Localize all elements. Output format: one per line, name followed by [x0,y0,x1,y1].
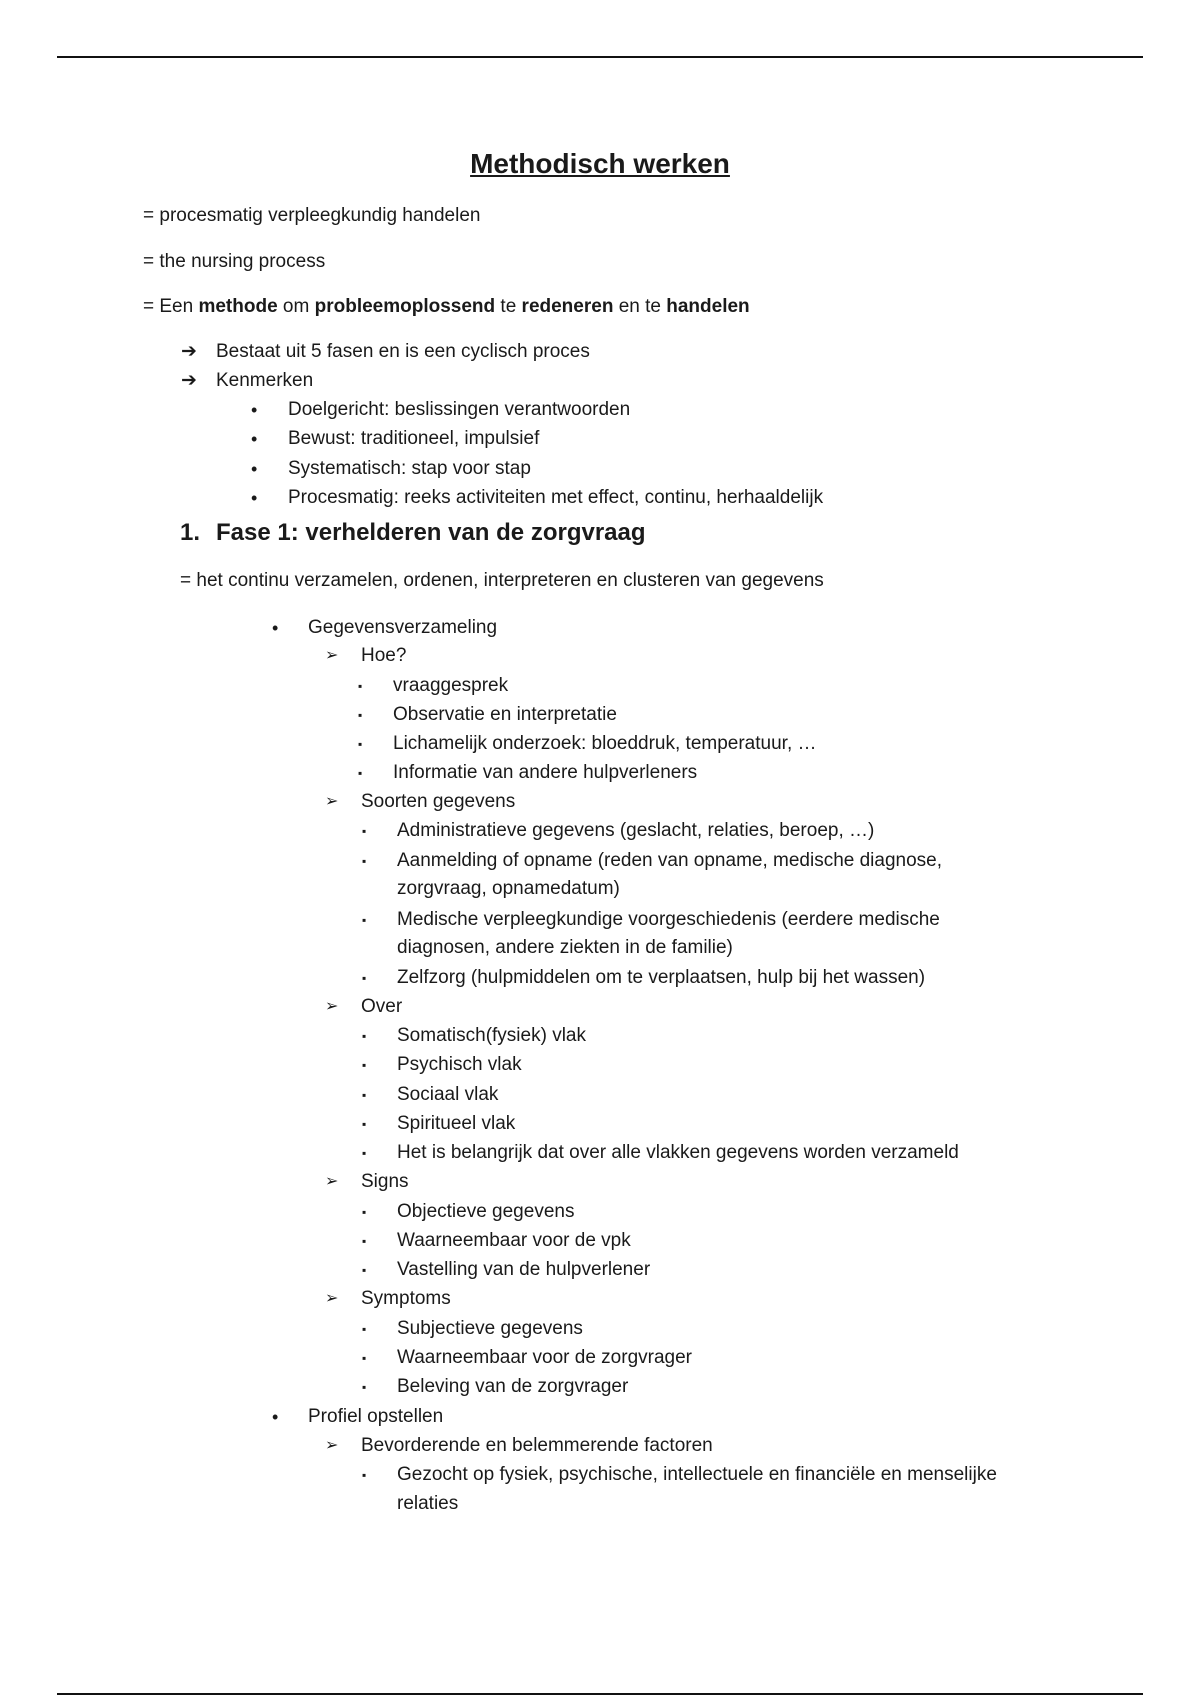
sub-sub-list-item: Aanmelding of opname (reden van opname, medische diagnose, [397,850,943,871]
bullet-icon: • [272,618,279,638]
sub-sub-list-item: Het is belangrijk dat over alle vlakken gegevens worden verzameld [397,1142,959,1163]
chevron-bullet-icon: ➢ [325,1290,339,1307]
chevron-bullet-icon: ➢ [325,1437,339,1454]
square-bullet-icon: ▪ [358,679,363,693]
sub-sub-list-item: Observatie en interpretatie [393,704,617,725]
bullet-icon: • [251,429,258,449]
chevron-bullet-icon: ➢ [325,793,339,810]
square-bullet-icon: ▪ [362,1322,367,1336]
sub-list-item: Signs [361,1171,409,1192]
square-bullet-icon: ▪ [362,1146,367,1160]
list-item: Profiel opstellen [308,1406,444,1427]
arrow-list-item: Kenmerken [216,370,314,391]
square-bullet-icon: ▪ [362,1234,367,1248]
square-bullet-icon: ▪ [362,1351,367,1365]
bullet-icon: • [251,400,258,420]
sub-sub-list-item: Objectieve gegevens [397,1201,575,1222]
square-bullet-icon: ▪ [362,913,367,927]
square-bullet-icon: ▪ [362,1088,367,1102]
square-bullet-icon: ▪ [362,1263,367,1277]
chevron-bullet-icon: ➢ [325,998,339,1015]
bullet-icon: • [272,1407,279,1427]
arrow-right-icon: ➔ [181,370,197,391]
sub-sub-list-item: Waarneembaar voor de vpk [397,1230,631,1251]
sub-sub-list-item: Gezocht op fysiek, psychische, intellectuele en financiële en menselijke [397,1464,997,1485]
square-bullet-icon: ▪ [362,854,367,868]
sub-sub-list-item: Vastelling van de hulpverlener [397,1259,651,1280]
sub-sub-list-item: Beleving van de zorgvrager [397,1376,629,1397]
sub-sub-list-item: Informatie van andere hulpverleners [393,762,698,783]
sub-sub-list-item: Administratieve gegevens (geslacht, relaties, beroep, …) [397,820,875,841]
list-item: Systematisch: stap voor stap [288,458,531,479]
method-definition-line: = Een methode om probleemoplossend te redeneren en te handelen [143,296,750,317]
sub-sub-list-item: Sociaal vlak [397,1084,499,1105]
bullet-icon: • [251,459,258,479]
square-bullet-icon: ▪ [362,1029,367,1043]
list-item: Bewust: traditioneel, impulsief [288,428,540,449]
square-bullet-icon: ▪ [362,1380,367,1394]
square-bullet-icon: ▪ [362,824,367,838]
sub-sub-list-item: Zelfzorg (hulpmiddelen om te verplaatsen, hulp bij het wassen) [397,967,926,988]
sub-sub-list-item-continuation: diagnosen, andere ziekten in de familie) [397,937,733,958]
section-heading: Fase 1: verhelderen van de zorgvraag [216,519,646,546]
square-bullet-icon: ▪ [362,1058,367,1072]
square-bullet-icon: ▪ [358,737,363,751]
sub-list-item: Bevorderende en belemmerende factoren [361,1435,713,1456]
footer-rule [57,1693,1143,1695]
square-bullet-icon: ▪ [362,971,367,985]
sub-sub-list-item: vraaggesprek [393,675,509,696]
bullet-icon: • [251,488,258,508]
sub-sub-list-item: Lichamelijk onderzoek: bloeddruk, temperatuur, … [393,733,817,754]
header-rule [57,56,1143,58]
page-title: Methodisch werken [470,148,730,179]
list-item: Procesmatig: reeks activiteiten met effect, continu, herhaaldelijk [288,487,824,508]
section-definition: = het continu verzamelen, ordenen, interpreteren en clusteren van gegevens [180,570,824,591]
list-item: Doelgericht: beslissingen verantwoorden [288,399,631,420]
definition-line: = the nursing process [143,251,326,272]
list-item: Gegevensverzameling [308,617,498,638]
sub-sub-list-item-continuation: relaties [397,1493,459,1514]
square-bullet-icon: ▪ [358,766,363,780]
sub-sub-list-item-continuation: zorgvraag, opnamedatum) [397,878,620,899]
sub-sub-list-item: Medische verpleegkundige voorgeschiedenis (eerdere medische [397,909,940,930]
square-bullet-icon: ▪ [362,1205,367,1219]
sub-list-item: Symptoms [361,1288,451,1309]
arrow-list-item: Bestaat uit 5 fasen en is een cyclisch proces [216,341,590,362]
arrow-right-icon: ➔ [181,341,197,362]
square-bullet-icon: ▪ [358,708,363,722]
sub-sub-list-item: Psychisch vlak [397,1054,522,1075]
chevron-bullet-icon: ➢ [325,647,339,664]
sub-sub-list-item: Subjectieve gegevens [397,1318,583,1339]
definition-line: = procesmatig verpleegkundig handelen [143,205,481,226]
sub-sub-list-item: Waarneembaar voor de zorgvrager [397,1347,692,1368]
sub-sub-list-item: Spiritueel vlak [397,1113,516,1134]
square-bullet-icon: ▪ [362,1117,367,1131]
sub-list-item: Over [361,996,403,1017]
square-bullet-icon: ▪ [362,1468,367,1482]
sub-sub-list-item: Somatisch(fysiek) vlak [397,1025,586,1046]
sub-list-item: Soorten gegevens [361,791,516,812]
chevron-bullet-icon: ➢ [325,1173,339,1190]
sub-list-item: Hoe? [361,645,407,666]
section-number: 1. [180,519,201,546]
